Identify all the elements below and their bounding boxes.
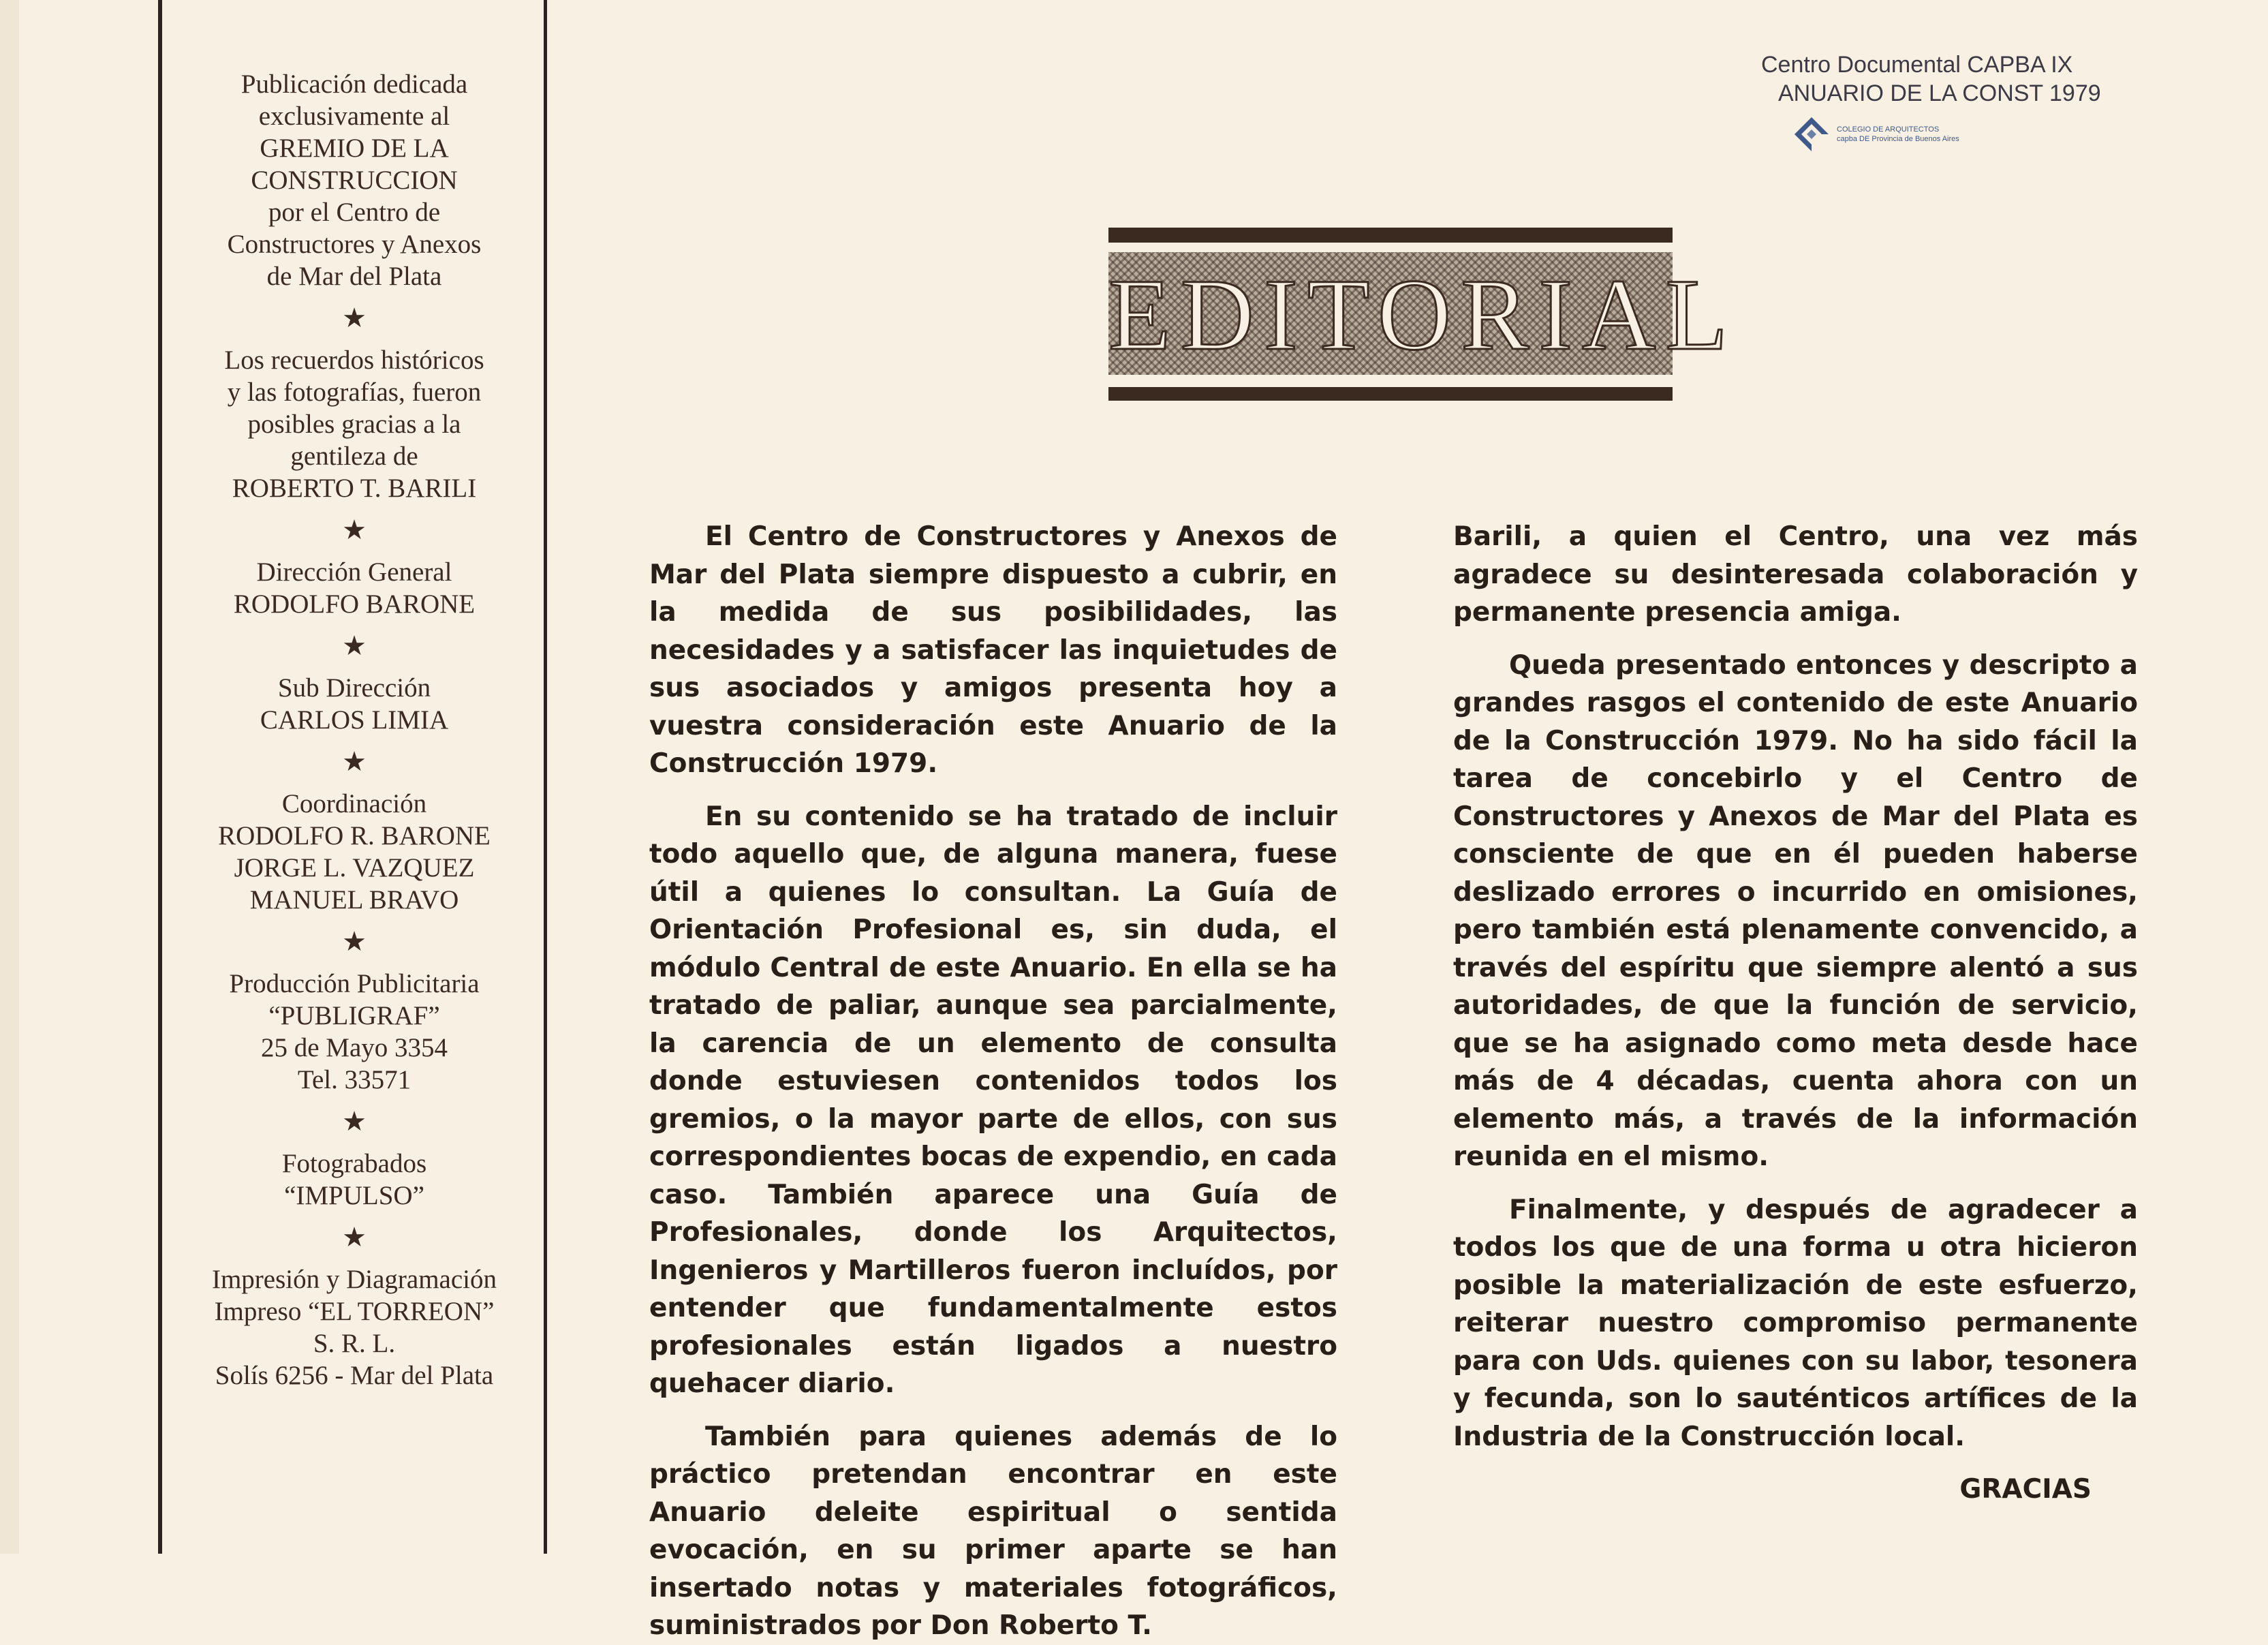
credits-block-advertising [167, 968, 542, 1096]
credit-line: ROBERTO T. BARILI [232, 474, 477, 503]
credit-line: Impresión y Diagramación [211, 1265, 497, 1294]
star-separator-icon: ★ [342, 1106, 367, 1137]
credit-line: “PUBLIGRAF” [268, 1001, 440, 1030]
logo-text-line: capba DE Provincia de Buenos Aires [1837, 135, 1959, 143]
credit-line: Sub Dirección [277, 673, 431, 703]
archive-stamp [1744, 50, 2126, 154]
credit-line: JORGE L. VAZQUEZ [234, 853, 475, 882]
star-separator-icon: ★ [342, 630, 367, 661]
credit-line: y las fotografías, fueron [227, 378, 482, 407]
editorial-banner [1108, 228, 1738, 401]
credit-line: RODOLFO R. BARONE [218, 821, 491, 850]
article-paragraph-continued: Barili, a quien el Centro, una vez más agradece su desinteresada colaboración y permanente presencia amiga. [1453, 521, 2138, 628]
article-paragraph: Finalmente, y después de agradecer a todos los que de una forma u otra hicieron posible la materialización de este esfuerzo, reiterar nuestro compromiso permanente para con Uds. quienes con su labor, tesonera y fecunda, son lo sauténticos artífices de la Industria de la Construcción local. [1453, 1194, 2138, 1452]
credits-block-printing [167, 1263, 542, 1392]
stamp-line-2: ANUARIO DE LA CONST 1979 [1778, 80, 2101, 106]
credit-line: 25 de Mayo 3354 [260, 1033, 448, 1062]
credit-line: por el Centro de [268, 198, 441, 227]
banner-top-bar [1108, 228, 1673, 243]
editorial-title: EDITORIAL [1108, 258, 1738, 371]
star-separator-icon: ★ [342, 1222, 367, 1252]
capba-logo [1744, 114, 2126, 154]
credit-line: Constructores y Anexos [227, 230, 482, 259]
article-paragraph: El Centro de Constructores y Anexos de Mar del Plata siempre dispuesto a cubrir, en la medida de sus posibilidades, las necesidades y a satisfacer las inquietudes de sus asociados y amigos presenta hoy a vuestra consideración este Anuario de la Construcción 1979. [649, 521, 1337, 779]
star-separator-icon: ★ [342, 746, 367, 777]
article-paragraph: Queda presentado entonces y descripto a grandes rasgos el contenido de este Anuario de la Construcción 1979. No ha sido fácil la tarea de concebirlo y el Centro de Constructores y Anexos de Mar del Plata es consciente de que en él pueden haberse deslizado errores o incurrido en omisiones, pero también está plenamente convencido, a través del espíritu que siempre alentó a sus autoridades, de que la función de servicio, que se ha asignado como meta desde hace más de 4 décadas, cuenta ahora con un elemento más, a través de la información reunida en el mismo. [1453, 649, 2138, 1172]
credit-line: Fotograbados [281, 1149, 427, 1178]
article-paragraph: En su contenido se ha tratado de incluir todo aquello que, de alguna manera, fuese útil a quienes lo consultan. La Guía de Orientación Profesional es, sin duda, el módulo Central de este Anuario. En ella se ha tratado de paliar, aunque sea parcialmente, la carencia de un elemento de consulta donde estuviesen contenidos todos los gremios, o la mayor parte de ellos, con sus correspondientes bocas de expendio, en cada caso. También aparece una Guía de Profesionales, donde los Arquitectos, Ingenieros y Martilleros fueron incluídos, por entender que fundamentalmente estos profesionales están ligados a nuestro quehacer diario. [649, 801, 1337, 1399]
credit-line: posibles gracias a la [247, 410, 461, 439]
sidebar-vertical-rule [544, 0, 547, 1554]
credit-line: Solís 6256 - Mar del Plata [215, 1361, 494, 1390]
credits-block-publication [167, 68, 542, 292]
credit-line: S. R. L. [313, 1329, 396, 1358]
star-separator-icon: ★ [342, 303, 367, 333]
credit-line: Tel. 33571 [297, 1065, 411, 1094]
credit-line: GREMIO DE LA [260, 134, 449, 163]
credits-block-coordination [167, 788, 542, 916]
article-column-2 [1453, 518, 2138, 1509]
left-vertical-rule [158, 0, 162, 1554]
capba-logo-icon [1792, 114, 1831, 154]
credits-block-photos [167, 344, 542, 504]
credits-block-photoengraving [167, 1148, 542, 1212]
credits-sidebar [167, 68, 542, 1392]
credit-line: Publicación dedicada [240, 70, 468, 99]
credits-block-direction [167, 556, 542, 620]
credit-line: Producción Publicitaria [229, 969, 480, 998]
star-separator-icon: ★ [342, 926, 367, 957]
logo-text-line: COLEGIO DE ARQUITECTOS [1837, 125, 1940, 134]
article-column-1 [649, 518, 1337, 1645]
credit-line: Impreso “EL TORREON” [214, 1297, 495, 1326]
credit-line: CARLOS LIMIA [260, 705, 449, 735]
stamp-line-1: Centro Documental CAPBA IX [1761, 52, 2073, 78]
signoff: GRACIAS [1959, 1474, 2092, 1505]
capba-logo-text [1837, 125, 1959, 144]
credit-line: de Mar del Plata [266, 262, 442, 291]
page-edge [0, 0, 19, 1554]
credit-line: CONSTRUCCION [251, 166, 458, 195]
credit-line: gentileza de [290, 442, 418, 471]
credit-line: exclusivamente al [258, 102, 450, 131]
credit-line: Coordinación [281, 789, 427, 818]
credit-line: MANUEL BRAVO [249, 885, 459, 914]
credits-block-subdirection [167, 672, 542, 736]
article-paragraph: También para quienes además de lo práctico pretendan encontrar en este Anuario deleite espiritual o sentida evocación, en su primer aparte se han insertado notas y materiales fotográficos, suministrados por Don Roberto T. [649, 1421, 1337, 1641]
credit-line: Dirección General [256, 557, 452, 587]
star-separator-icon: ★ [342, 514, 367, 545]
credit-line: “IMPULSO” [284, 1181, 424, 1210]
banner-bottom-bar [1108, 387, 1673, 401]
credit-line: RODOLFO BARONE [233, 589, 476, 619]
credit-line: Los recuerdos históricos [224, 345, 484, 375]
